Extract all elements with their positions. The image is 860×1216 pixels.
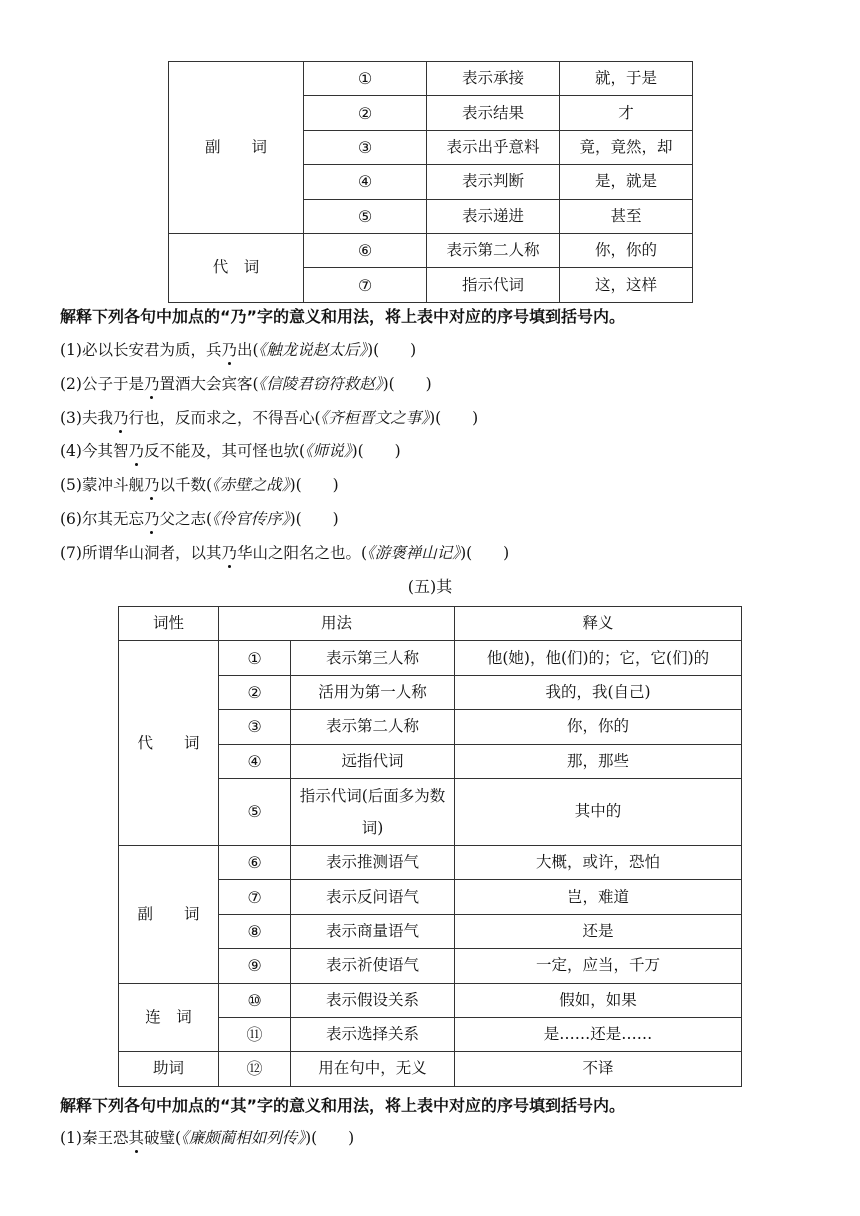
usage-cell: 表示祈使语气 <box>291 949 455 983</box>
meaning-cell: 才 <box>560 96 693 130</box>
usage-cell: 表示第二人称 <box>427 233 560 267</box>
num-cell: ⑤ <box>219 778 291 845</box>
num-cell: ⑪ <box>219 1017 291 1051</box>
meaning-cell: 那，那些 <box>455 744 742 778</box>
table-row <box>119 845 742 879</box>
num-cell: ③ <box>304 130 427 164</box>
num-cell: ⑦ <box>304 268 427 302</box>
table-qi-usage <box>118 606 742 1087</box>
pos-cell: 副 词 <box>169 62 304 234</box>
num-cell: ⑫ <box>219 1052 291 1086</box>
header-pos: 词性 <box>119 607 219 641</box>
meaning-cell: 他(她)，他(们)的；它，它(们)的 <box>455 641 742 675</box>
usage-cell: 指示代词(后面多为数词) <box>291 778 455 845</box>
meaning-cell: 其中的 <box>455 778 742 845</box>
pos-cell: 副 词 <box>119 845 219 983</box>
usage-cell: 表示反问语气 <box>291 880 455 914</box>
question-item: (3)夫我乃行也，反而求之，不得吾心(《齐桓晋文之事》)( ) <box>60 409 479 427</box>
num-cell: ⑩ <box>219 983 291 1017</box>
meaning-cell: 这，这样 <box>560 268 693 302</box>
meaning-cell: 一定，应当，千万 <box>455 949 742 983</box>
question-item: (6)尔其无忘乃父之志(《伶官传序》)( ) <box>60 510 339 528</box>
meaning-cell: 竟，竟然，却 <box>560 130 693 164</box>
meaning-cell: 假如，如果 <box>455 983 742 1017</box>
header-usage: 用法 <box>219 607 455 641</box>
num-cell: ④ <box>304 165 427 199</box>
usage-cell: 表示推测语气 <box>291 845 455 879</box>
instruction-qi: 解释下列各句中加点的“其”字的意义和用法，将上表中对应的序号填到括号内。 <box>60 1096 626 1115</box>
num-cell: ⑥ <box>304 233 427 267</box>
num-cell: ② <box>304 96 427 130</box>
usage-cell: 远指代词 <box>291 744 455 778</box>
table-row <box>169 233 693 267</box>
num-cell: ⑧ <box>219 914 291 948</box>
num-cell: ⑦ <box>219 880 291 914</box>
usage-cell: 活用为第一人称 <box>291 675 455 709</box>
meaning-cell: 不译 <box>455 1052 742 1086</box>
usage-cell: 表示结果 <box>427 96 560 130</box>
question-item: (4)今其智乃反不能及，其可怪也欤(《师说》)( ) <box>60 442 401 460</box>
meaning-cell: 岂，难道 <box>455 880 742 914</box>
num-cell: ⑨ <box>219 949 291 983</box>
question-item: (1)必以长安君为质，兵乃出(《触龙说赵太后》)( ) <box>60 341 417 359</box>
pos-cell: 助词 <box>119 1052 219 1086</box>
pos-cell: 代 词 <box>119 641 219 846</box>
usage-cell: 表示承接 <box>427 62 560 96</box>
meaning-cell: 就，于是 <box>560 62 693 96</box>
pos-cell: 连 词 <box>119 983 219 1052</box>
usage-cell: 用在句中，无义 <box>291 1052 455 1086</box>
meaning-cell: 还是 <box>455 914 742 948</box>
num-cell: ⑥ <box>219 845 291 879</box>
table-row <box>169 62 693 96</box>
usage-cell: 表示第三人称 <box>291 641 455 675</box>
question-item: (5)蒙冲斗舰乃以千数(《赤壁之战》)( ) <box>60 476 339 494</box>
meaning-cell: 你，你的 <box>455 710 742 744</box>
table-header-row <box>119 607 742 641</box>
num-cell: ① <box>219 641 291 675</box>
pos-cell: 代 词 <box>169 233 304 302</box>
usage-cell: 表示判断 <box>427 165 560 199</box>
num-cell: ① <box>304 62 427 96</box>
usage-cell: 表示假设关系 <box>291 983 455 1017</box>
meaning-cell: 你，你的 <box>560 233 693 267</box>
table-row <box>119 983 742 1017</box>
meaning-cell: 大概，或许，恐怕 <box>455 845 742 879</box>
meaning-cell: 是……还是…… <box>455 1017 742 1051</box>
question-item: (7)所谓华山洞者，以其乃华山之阳名之也。(《游褒禅山记》)( ) <box>60 544 510 562</box>
num-cell: ⑤ <box>304 199 427 233</box>
usage-cell: 表示出乎意料 <box>427 130 560 164</box>
header-meaning: 释义 <box>455 607 742 641</box>
meaning-cell: 我的，我(自己) <box>455 675 742 709</box>
meaning-cell: 是，就是 <box>560 165 693 199</box>
usage-cell: 表示递进 <box>427 199 560 233</box>
usage-cell: 表示第二人称 <box>291 710 455 744</box>
num-cell: ④ <box>219 744 291 778</box>
usage-cell: 表示商量语气 <box>291 914 455 948</box>
question-item: (2)公子于是乃置酒大会宾客(《信陵君窃符救赵》)( ) <box>60 375 432 393</box>
meaning-cell: 甚至 <box>560 199 693 233</box>
usage-cell: 表示选择关系 <box>291 1017 455 1051</box>
num-cell: ② <box>219 675 291 709</box>
table-nai-usage <box>168 61 693 303</box>
table-row <box>119 641 742 675</box>
usage-cell: 指示代词 <box>427 268 560 302</box>
instruction-nai: 解释下列各句中加点的“乃”字的意义和用法，将上表中对应的序号填到括号内。 <box>60 307 626 326</box>
table-row <box>119 1052 742 1086</box>
num-cell: ③ <box>219 710 291 744</box>
section-heading: (五)其 <box>407 577 453 596</box>
question-item: (1)秦王恐其破璧(《廉颇蔺相如列传》)( ) <box>60 1129 355 1147</box>
